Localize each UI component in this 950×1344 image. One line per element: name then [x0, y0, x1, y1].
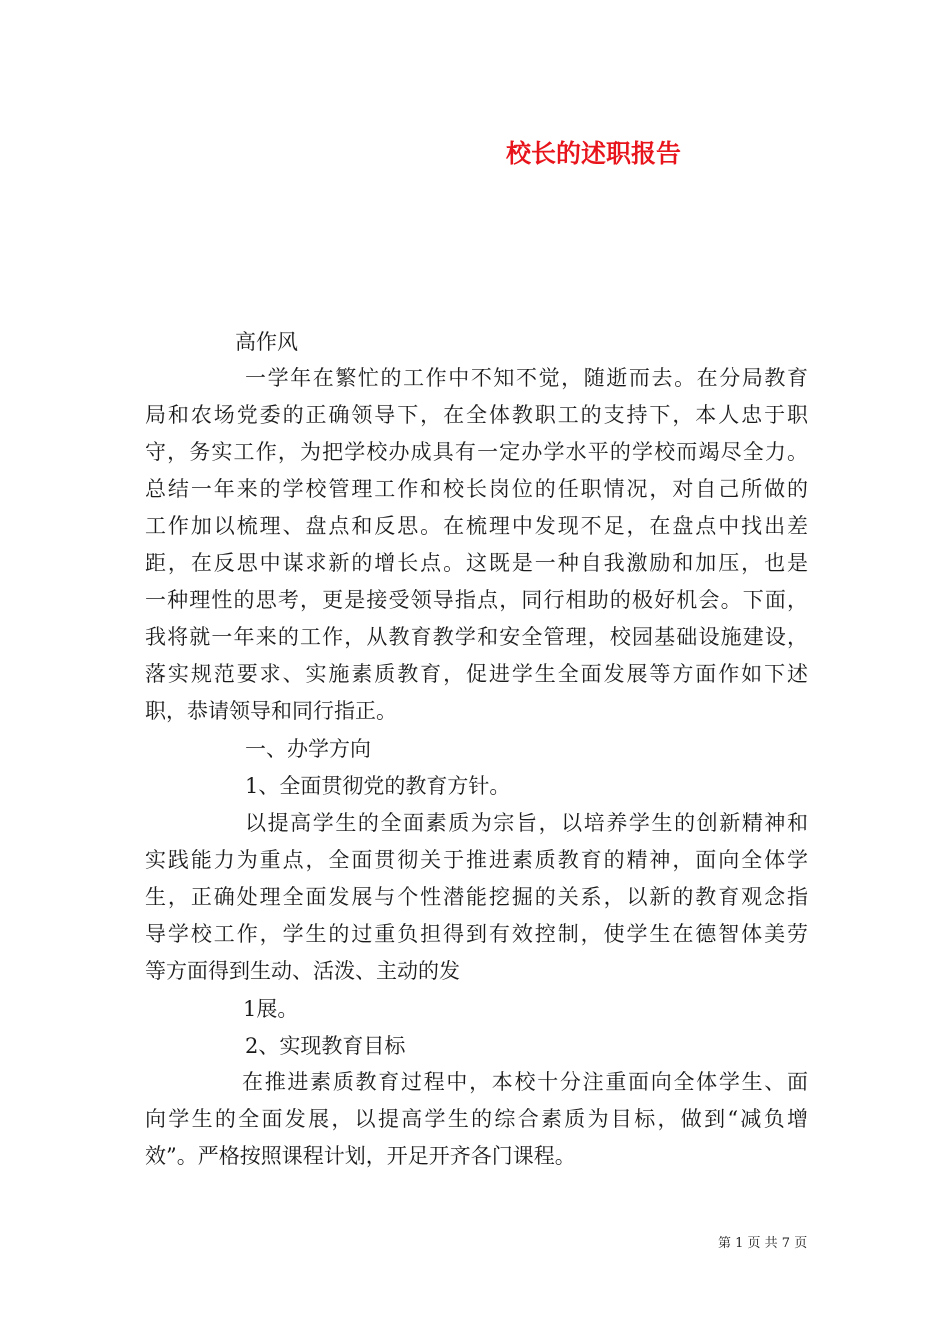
- section-heading: 一、办学方向: [245, 737, 371, 761]
- subsection-heading: 2、实现教育目标: [245, 1034, 406, 1058]
- document-title: 校长的述职报告: [506, 139, 682, 168]
- paragraph-line: 我将就一年来的工作，从教育教学和安全管理，校园基础设施建设，: [145, 625, 808, 649]
- paragraph-line: 工作加以梳理、盘点和反思。在梳理中发现不足，在盘点中找出差: [145, 514, 808, 538]
- author-line: 高作风: [235, 330, 298, 354]
- paragraph-line: 1展。: [243, 997, 299, 1021]
- paragraph-line: 一学年在繁忙的工作中不知不觉，随逝而去。在分局教育: [245, 366, 808, 390]
- subsection-heading: 1、全面贯彻党的教育方针。: [245, 774, 511, 798]
- paragraph-line: 生，正确处理全面发展与个性潜能挖掘的关系，以新的教育观念指: [145, 885, 808, 909]
- paragraph-line: 距，在反思中谋求新的增长点。这既是一种自我激励和加压，也是: [145, 551, 808, 575]
- paragraph-line: 职，恭请领导和同行指正。: [145, 699, 397, 723]
- paragraph-line: 实践能力为重点，全面贯彻关于推进素质教育的精神，面向全体学: [145, 848, 808, 872]
- page-number: 第 1 页 共 7 页: [718, 1236, 808, 1251]
- paragraph-line: 效”。严格按照课程计划，开足开齐各门课程。: [145, 1144, 576, 1168]
- paragraph-line: 在推进素质教育过程中，本校十分注重面向全体学生、面: [242, 1070, 808, 1094]
- paragraph-line: 向学生的全面发展，以提高学生的综合素质为目标，做到“减负增: [145, 1107, 808, 1131]
- paragraph-line: 一种理性的思考，更是接受领导指点，同行相助的极好机会。下面，: [145, 588, 808, 612]
- paragraph-line: 总结一年来的学校管理工作和校长岗位的任职情况，对自己所做的: [145, 477, 808, 501]
- paragraph-line: 导学校工作，学生的过重负担得到有效控制，使学生在德智体美劳: [145, 922, 808, 946]
- paragraph-line: 以提高学生的全面素质为宗旨，以培养学生的创新精神和: [245, 811, 808, 835]
- paragraph-line: 等方面得到生动、活泼、主动的发: [145, 959, 460, 983]
- paragraph-line: 守，务实工作，为把学校办成具有一定办学水平的学校而竭尽全力。: [145, 440, 808, 464]
- paragraph-line: 落实规范要求、实施素质教育，促进学生全面发展等方面作如下述: [145, 662, 808, 686]
- paragraph-line: 局和农场党委的正确领导下，在全体教职工的支持下，本人忠于职: [145, 403, 808, 427]
